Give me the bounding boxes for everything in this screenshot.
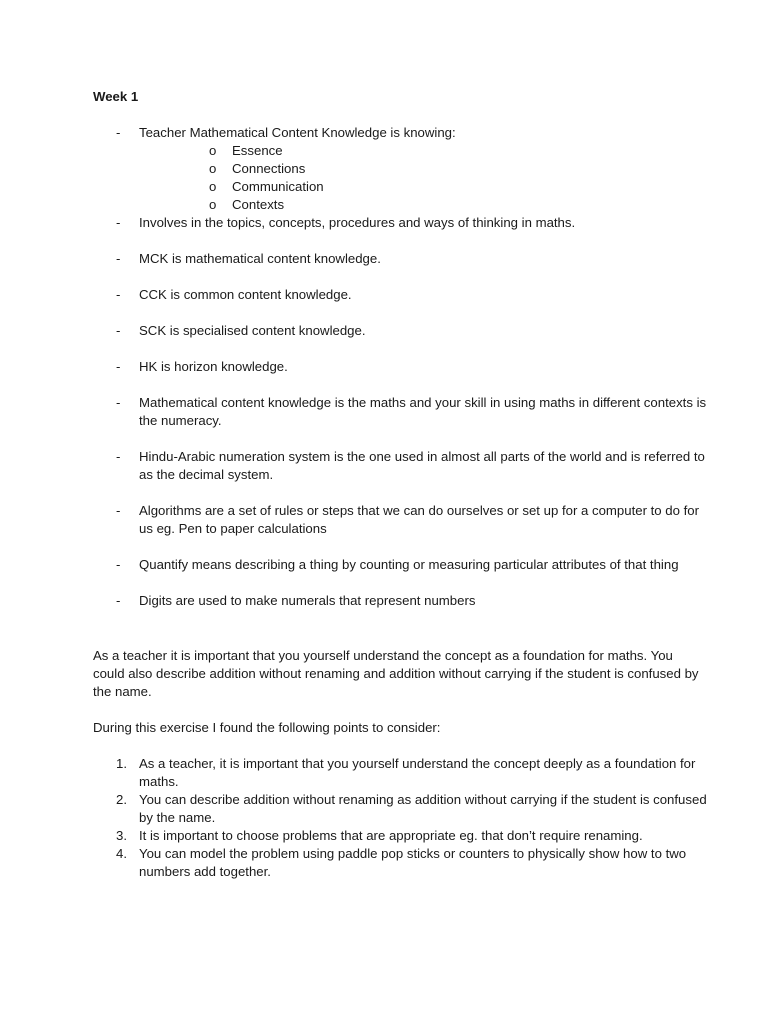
circle-bullet-icon: o [209,161,217,176]
list-item [93,448,708,484]
list-item-text: Digits are used to make numerals that represent numbers [139,593,476,608]
list-item [93,394,708,430]
list-item [93,592,708,610]
dash-marker: - [116,125,121,140]
circle-bullet-icon: o [209,179,217,194]
numbered-item [93,827,708,845]
list-item [93,322,708,340]
dash-marker: - [116,251,121,266]
numbered-item [93,791,708,827]
list-item-text: MCK is mathematical content knowledge. [139,251,381,266]
list-item-text: CCK is common content knowledge. [139,287,352,302]
item-number: 4. [116,846,127,861]
sub-list-item [139,160,708,178]
numbered-item-text: It is important to choose problems that are appropriate eg. that don’t require renaming. [139,828,643,843]
dash-marker: - [116,503,121,518]
paragraph: During this exercise I found the following points to consider: [93,720,441,735]
paragraph: As a teacher it is important that you yourself understand the concept as a foundation for maths. You could also describe addition without renaming and addition without carrying if the student is confused by the name. [93,648,699,699]
item-number: 2. [116,792,127,807]
dash-marker: - [116,593,121,608]
numbered-item-text: As a teacher, it is important that you yourself understand the concept deeply as a foundation for maths. [139,756,696,789]
numbered-list [93,755,708,881]
list-item-text: Involves in the topics, concepts, procedures and ways of thinking in maths. [139,215,576,230]
item-number: 1. [116,756,127,771]
dash-marker: - [116,323,121,338]
list-item [93,502,708,538]
circle-bullet-icon: o [209,197,217,212]
page-title: Week 1 [93,89,139,104]
dash-marker: - [116,449,121,464]
dash-marker: - [116,395,121,410]
list-item [93,250,708,268]
sub-list-item [139,178,708,196]
circle-bullet-icon: o [209,143,217,158]
list-item-text: Teacher Mathematical Content Knowledge is knowing: [139,125,456,140]
numbered-item [93,755,708,791]
sub-bullet-list [139,142,708,214]
sub-list-item [139,142,708,160]
numbered-item-text: You can model the problem using paddle pop sticks or counters to physically show how to two numbers add together. [139,846,687,879]
list-item [93,124,708,214]
numbered-item [93,845,708,881]
list-item-text: Algorithms are a set of rules or steps that we can do ourselves or set up for a computer to do for us eg. Pen to paper calculations [139,503,700,536]
list-item-text: Hindu-Arabic numeration system is the one used in almost all parts of the world and is referred to as the decimal system. [139,449,705,482]
list-item-text: HK is horizon knowledge. [139,359,288,374]
dash-marker: - [116,215,121,230]
list-item [93,556,708,574]
list-item [93,358,708,376]
dash-marker: - [116,287,121,302]
sub-list-item [139,196,708,214]
dash-marker: - [116,359,121,374]
bullet-list [93,124,708,610]
list-item [93,214,708,232]
list-item-text: Quantify means describing a thing by counting or measuring particular attributes of that thing [139,557,679,572]
sub-list-item-text: Connections [232,161,306,176]
sub-list-item-text: Essence [232,143,283,158]
list-item [93,286,708,304]
item-number: 3. [116,828,127,843]
sub-list-item-text: Communication [232,179,324,194]
numbered-item-text: You can describe addition without renaming as addition without carrying if the student is confused by the name. [139,792,707,825]
sub-list-item-text: Contexts [232,197,285,212]
list-item-text: Mathematical content knowledge is the maths and your skill in using maths in different contexts is the numeracy. [139,395,707,428]
dash-marker: - [116,557,121,572]
list-item-text: SCK is specialised content knowledge. [139,323,366,338]
